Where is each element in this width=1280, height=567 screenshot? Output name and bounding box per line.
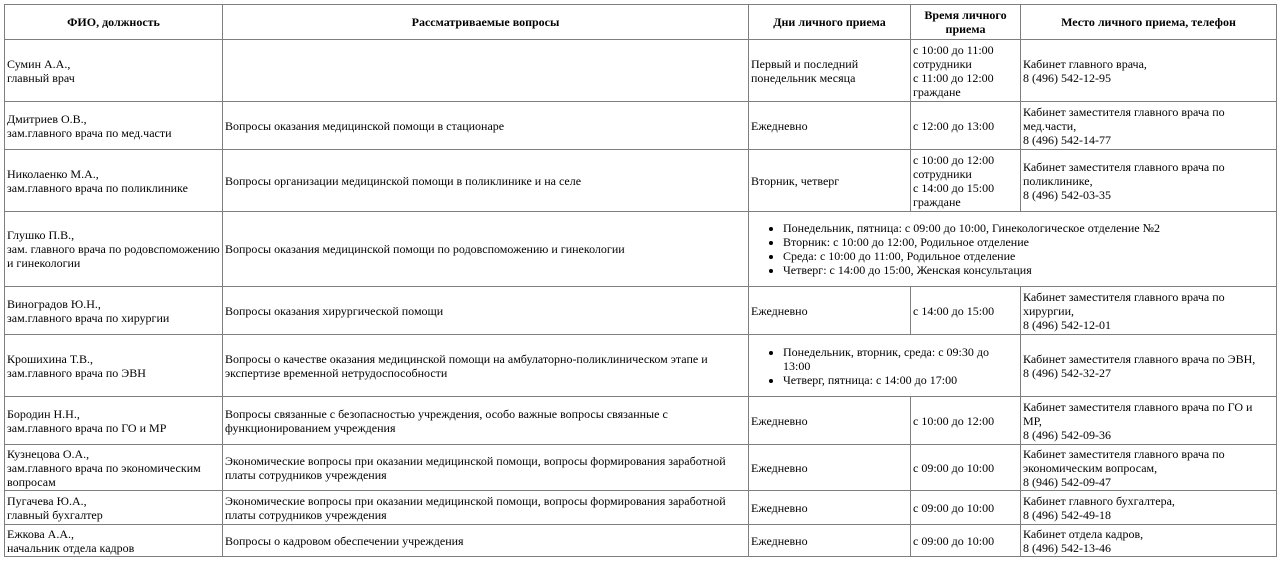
person-name: Дмитриев О.В.,	[7, 111, 87, 126]
time-line: с 11:00 до 12:00	[913, 70, 994, 85]
header-fio: ФИО, должность	[5, 5, 223, 40]
time-cell	[911, 40, 1021, 102]
table-row	[5, 491, 1277, 525]
place-room: Кабинет заместителя главного врача по ГО и МР,	[1023, 399, 1253, 428]
person-position: зам.главного врача по поликлинике	[7, 180, 188, 195]
person-cell	[5, 397, 223, 445]
place-room: Кабинет заместителя главного врача по экономическим вопросам,	[1023, 446, 1225, 475]
person-position: начальник отдела кадров	[7, 540, 135, 555]
time-cell	[911, 445, 1021, 491]
place-phone: 8 (496) 542-14-77	[1023, 132, 1111, 147]
time-line: граждане	[913, 194, 961, 209]
person-name: Виноградов Ю.Н.,	[7, 296, 101, 311]
questions-cell: Вопросы оказания медицинской помощи в стационаре	[223, 102, 749, 150]
place-room: Кабинет главного врача,	[1023, 56, 1147, 71]
person-name: Ежкова А.А.,	[7, 526, 75, 541]
person-cell	[5, 102, 223, 150]
days-cell: Ежедневно	[749, 491, 911, 525]
time-line: сотрудники	[913, 166, 972, 181]
person-position: зам.главного врача по экономическим вопросам	[7, 460, 201, 489]
person-name: Кузнецова О.А.,	[7, 446, 90, 461]
time-cell	[911, 150, 1021, 212]
person-cell	[5, 491, 223, 525]
person-name: Сумин А.А.,	[7, 56, 71, 71]
place-cell	[1021, 525, 1277, 557]
table-row	[5, 40, 1277, 102]
place-phone: 8 (496) 542-12-01	[1023, 317, 1111, 332]
place-cell	[1021, 445, 1277, 491]
table-row	[5, 102, 1277, 150]
schedule-cell	[749, 212, 1277, 287]
questions-cell: Вопросы о качестве оказания медицинской помощи на амбулаторно-поликлиническом этапе и экспертизе временной нетрудоспособности	[223, 335, 749, 397]
person-position: зам. главного врача по родовспоможению и гинекологии	[7, 242, 220, 270]
table-row	[5, 150, 1277, 212]
place-phone: 8 (496) 542-09-36	[1023, 427, 1111, 442]
person-cell	[5, 212, 223, 287]
days-cell: Ежедневно	[749, 102, 911, 150]
questions-cell: Экономические вопросы при оказании медицинской помощи, вопросы формирования заработной платы сотрудников учреждения	[223, 445, 749, 491]
place-phone: 8 (496) 542-32-27	[1023, 365, 1111, 380]
schedule-list	[751, 221, 1274, 277]
header-days: Дни личного приема	[749, 5, 911, 40]
person-position: главный бухгалтер	[7, 507, 103, 522]
days-cell: Ежедневно	[749, 445, 911, 491]
time-line: с 14:00 до 15:00	[913, 303, 995, 318]
place-cell	[1021, 491, 1277, 525]
time-cell	[911, 491, 1021, 525]
place-room: Кабинет заместителя главного врача по хирургии,	[1023, 289, 1225, 318]
questions-cell	[223, 40, 749, 102]
table-row	[5, 445, 1277, 491]
days-cell: Первый и последний понедельник месяца	[749, 40, 911, 102]
time-line: с 09:00 до 10:00	[913, 533, 995, 548]
schedule-item: • Вторник: с 10:00 до 12:00, Родильное отделение	[783, 235, 1274, 249]
place-phone: 8 (496) 542-12-95	[1023, 70, 1111, 85]
place-room: Кабинет отдела кадров,	[1023, 526, 1144, 541]
schedule-cell	[749, 335, 1021, 397]
place-cell	[1021, 40, 1277, 102]
time-line: сотрудники	[913, 56, 972, 71]
time-cell	[911, 397, 1021, 445]
person-position: зам.главного врача по мед.части	[7, 125, 172, 140]
person-position: зам.главного врача по ГО и МР	[7, 420, 167, 435]
time-line: с 09:00 до 10:00	[913, 500, 995, 515]
person-name: Глушко П.В.,	[7, 228, 75, 242]
time-line: с 10:00 до 11:00	[913, 42, 994, 57]
time-line: с 14:00 до 15:00	[913, 180, 995, 195]
person-name: Пугачева Ю.А.,	[7, 493, 87, 508]
questions-cell: Вопросы организации медицинской помощи в поликлинике и на селе	[223, 150, 749, 212]
days-cell: Ежедневно	[749, 525, 911, 557]
questions-cell: Вопросы оказания хирургической помощи	[223, 287, 749, 335]
time-line: с 12:00 до 13:00	[913, 118, 995, 133]
place-room: Кабинет заместителя главного врача по поликлинике,	[1023, 159, 1225, 188]
person-cell	[5, 525, 223, 557]
table-row	[5, 212, 1277, 287]
place-cell	[1021, 335, 1277, 397]
table-row	[5, 397, 1277, 445]
days-cell: Ежедневно	[749, 287, 911, 335]
schedule-item: • Среда: с 10:00 до 11:00, Родильное отделение	[783, 249, 1274, 263]
schedule-item: • Понедельник, вторник, среда: с 09:30 до 13:00	[783, 345, 1018, 373]
time-cell	[911, 102, 1021, 150]
time-line: с 10:00 до 12:00	[913, 152, 995, 167]
person-name: Николаенко М.А.,	[7, 166, 99, 181]
place-phone: 8 (496) 542-49-18	[1023, 507, 1111, 522]
person-cell	[5, 40, 223, 102]
place-cell	[1021, 102, 1277, 150]
questions-cell: Вопросы оказания медицинской помощи по родовспоможению и гинекологии	[223, 212, 749, 287]
reception-schedule-table	[4, 4, 1277, 557]
place-cell	[1021, 150, 1277, 212]
days-cell: Ежедневно	[749, 397, 911, 445]
time-cell	[911, 287, 1021, 335]
table-row	[5, 287, 1277, 335]
place-phone: 8 (496) 542-13-46	[1023, 540, 1111, 555]
person-position: зам.главного врача по ЭВН	[7, 365, 146, 380]
time-line: с 09:00 до 10:00	[913, 460, 995, 475]
table-row	[5, 335, 1277, 397]
person-name: Крошихина Т.В.,	[7, 351, 93, 366]
header-place: Место личного приема, телефон	[1021, 5, 1277, 40]
place-room: Кабинет заместителя главного врача по мед.части,	[1023, 104, 1225, 133]
person-position: зам.главного врача по хирургии	[7, 310, 170, 325]
person-cell	[5, 445, 223, 491]
time-line: с 10:00 до 12:00	[913, 413, 995, 428]
place-cell	[1021, 397, 1277, 445]
days-cell: Вторник, четверг	[749, 150, 911, 212]
person-position: главный врач	[7, 70, 75, 85]
header-questions: Рассматриваемые вопросы	[223, 5, 749, 40]
time-line: граждане	[913, 84, 961, 99]
place-phone: 8 (496) 542-03-35	[1023, 187, 1111, 202]
person-cell	[5, 287, 223, 335]
place-cell	[1021, 287, 1277, 335]
schedule-item: • Четверг, пятница: с 14:00 до 17:00	[783, 373, 1018, 387]
questions-cell: Экономические вопросы при оказании медицинской помощи, вопросы формирования заработной платы сотрудников учреждения	[223, 491, 749, 525]
time-cell	[911, 525, 1021, 557]
place-room: Кабинет заместителя главного врача по ЭВН,	[1023, 351, 1256, 366]
questions-cell: Вопросы связанные с безопасностью учреждения, особо важные вопросы связанные с функционированием учреждения	[223, 397, 749, 445]
questions-cell: Вопросы о кадровом обеспечении учреждения	[223, 525, 749, 557]
schedule-item: • Четверг: с 14:00 до 15:00, Женская консультация	[783, 263, 1274, 277]
table-row	[5, 525, 1277, 557]
schedule-item: • Понедельник, пятница: с 09:00 до 10:00, Гинекологическое отделение №2	[783, 221, 1274, 235]
person-name: Бородин Н.Н.,	[7, 406, 80, 421]
person-cell	[5, 150, 223, 212]
table-header-row	[5, 5, 1277, 40]
person-cell	[5, 335, 223, 397]
header-time: Время личного приема	[911, 5, 1021, 40]
place-room: Кабинет главного бухгалтера,	[1023, 493, 1175, 508]
place-phone: 8 (946) 542-09-47	[1023, 474, 1111, 489]
schedule-list	[751, 345, 1018, 387]
